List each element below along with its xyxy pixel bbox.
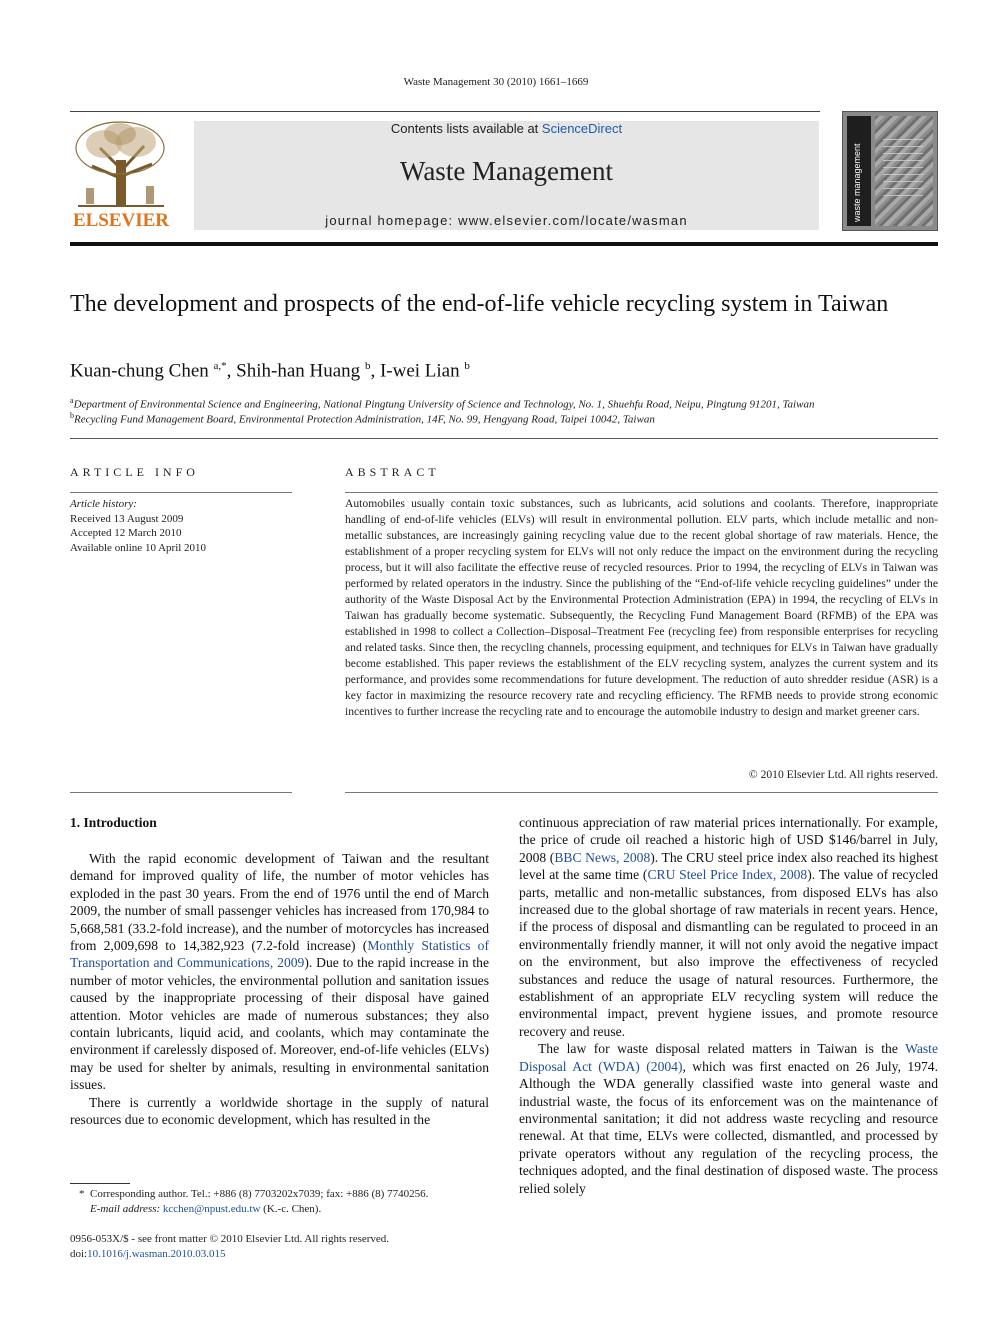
affil-text: Recycling Fund Management Board, Environmental Protection Administration, 14F, No. 99, Hengyang Road, Taipei 10042, Taiwan: [74, 413, 655, 426]
paragraph-text: With the rapid economic development of Taiwan and the resultant demand for improved quality of life, the number of motor vehicles has exploded in the past 30 years. From the end of 1976 until the end of March 2009, the number of small passenger vehicles has increased from 170,984 to 5,668,581 (33.2-fold increase), and the number of motorcycles has increased from 2,009,698 to 14,382,923 (7.2-fold increase) (: [70, 851, 489, 954]
abstract-text: Automobiles usually contain toxic substances, such as lubricants, acid solutions and coolants. Therefore, inappropriate handling of end-of-life vehicles (ELVs) will result in environmental pollution. ELV parts, which include metallic and non-metallic substances, are increasingly gaining recycling value due to the recent global shortage of raw materials. Hence, the establishment of a proper recycling system for ELVs will not only reduce the impact on the environment during the recycling process, but it will also facilitate the effective reuse of recycled resources. Prior to 1994, the recycling of ELVs in Taiwan was performed by related operators in the industry. Since the publishing of the “End-of-life vehicle recycling guidelines” under the authority of the Waste Disposal Act by the Environmental Protection Administration (EPA) in 1994, the recycling of ELVs in Taiwan has gradually become systematic. Subsequently, the Recycling Fund Management Board (RFMB) of the EPA was established in 1998 to collect a Collection–Disposal–Treatment Fee (recycling fee) from responsible enterprises for recycling and related tasks. Since then, the recycling channels, processing equipment, and techniques for ELVs in Taiwan have gradually become established. This paper reviews the establishment of the ELV recycling system, analyzes the current system and its performance, and provides some recommendations for future development. The reduction of auto shredder residue (ASR) is a key factor in maximizing the resource recovery rate and recycling efficiency. The RFMB needs to provide strong economic incentives to further increase the recycling rate and to encourage the automobile industry to design and market greener cars.: [345, 497, 938, 718]
cover-label: waste management: [852, 143, 862, 222]
section-heading-introduction: 1. Introduction: [70, 815, 157, 830]
reference-link[interactable]: Monthly Statistics of Transportation and Communications, 2009: [70, 938, 489, 971]
journal-homepage[interactable]: journal homepage: www.elsevier.com/locate/wasman: [325, 213, 688, 228]
journal-title: Waste Management: [400, 156, 613, 186]
paragraph: [70, 850, 489, 1094]
affil-marker: a: [70, 396, 74, 405]
article-info-heading: ARTICLE INFO: [70, 465, 199, 479]
header-thick-rule: [70, 242, 938, 246]
elsevier-wordmark: ELSEVIER: [72, 210, 170, 231]
history-accepted: Accepted 12 March 2010: [70, 527, 182, 539]
author-affil-marker[interactable]: a,*: [213, 360, 227, 372]
issn-line: 0956-053X/$ - see front matter © 2010 Elsevier Ltd. All rights reserved.: [70, 1233, 390, 1245]
body-column-left: [70, 850, 489, 1129]
paragraph-text: There is currently a worldwide shortage in the supply of natural resources due to economic development, which has resulted in the: [70, 1094, 489, 1128]
header-rule: [70, 111, 820, 112]
affil-marker: b: [70, 411, 74, 420]
paragraph-text: ). The CRU steel price index also reached its highest level at the same time (: [519, 849, 938, 883]
doi-link[interactable]: 10.1016/j.wasman.2010.03.015: [87, 1247, 226, 1260]
footnote-corresponding: [70, 1187, 489, 1202]
email-suffix: (K.-c. Chen).: [260, 1202, 322, 1215]
doi-label: doi:: [70, 1247, 88, 1260]
sciencedirect-link[interactable]: ScienceDirect: [541, 121, 623, 136]
title-rule: [70, 438, 938, 439]
reference-link[interactable]: CRU Steel Price Index, 2008: [647, 867, 808, 883]
elsevier-logo[interactable]: [70, 118, 172, 232]
contents-line: [194, 121, 819, 136]
author-list: Kuan-chung Chen $^{a,*}$, Shih-han Huang $^b$, I-wei Lian $^b$: [70, 360, 470, 382]
paragraph: [519, 1040, 938, 1197]
email-link[interactable]: kcchen@npust.edu.tw: [162, 1202, 261, 1215]
affiliation-b: [70, 411, 655, 426]
paragraph: [70, 1094, 489, 1129]
doi-line: [70, 1247, 489, 1262]
journal-banner: [194, 121, 819, 230]
author-name[interactable]: Kuan-chung Chen: [70, 360, 209, 382]
reference-link[interactable]: BBC News, 2008: [554, 849, 651, 865]
article-history: [70, 497, 292, 555]
author-affil-marker[interactable]: b: [464, 360, 470, 372]
journal-citation: Waste Management 30 (2010) 1661–1669: [403, 76, 589, 88]
contents-prefix: Contents lists available at: [390, 121, 542, 136]
affiliation-a: [70, 396, 814, 411]
author-affil-marker[interactable]: b: [364, 360, 371, 372]
issn-block: [70, 1232, 489, 1261]
author-name[interactable]: Shih-han Huang: [236, 360, 361, 382]
history-received: Received 13 August 2009: [70, 512, 184, 525]
article-info-end-rule: [70, 792, 292, 793]
cover-contents-list: [883, 136, 923, 196]
footnote-text: Corresponding author. Tel.: +886 (8) 7703202x7039; fax: +886 (8) 7740256.: [90, 1188, 429, 1200]
article-title: The development and prospects of the end-of-life vehicle recycling system in Taiwan: [70, 291, 889, 317]
abstract-copyright: © 2010 Elsevier Ltd. All rights reserved.: [748, 768, 938, 781]
history-online: Available online 10 April 2010: [70, 541, 207, 554]
footnote-email: [70, 1202, 489, 1217]
abstract-end-rule: [345, 792, 938, 793]
paragraph: [519, 814, 938, 1040]
paragraph-text: , which was first enacted on 26 July, 1974. Although the WDA generally classified waste into general waste and industrial waste, the focus of its enforcement was on the maintenance of environmental sanitation; it did not address waste recycling and resource renewal. At that time, ELVs were collected, dismantled, and processed by private operators without any regulation of the recycling process, the techniques adopted, and the final destination of disposed waste. The process relied solely: [519, 1058, 938, 1196]
paragraph-text: ). The value of recycled parts, metallic and non-metallic substances, from disposed ELVs has also increased due to the global shortage of raw materials in recent years. Hence, if the process of disposal and dismantling can be regulated to proceed in an environmentally friendly manner, it will not only avoid the negative impact on the environment, but also improve the effectiveness of recycled substances and reduce the usage of natural resources. Furthermore, the establishment of an appropriate ELV recycling system will reduce the environmental impact, prevent hygiene issues, and promote resource recovery and reuse.: [519, 867, 939, 1039]
affil-text: Department of Environmental Science and Engineering, National Pingtung University of Science and Technology, No. 1, Shuehfu Road, Neipu, Pingtung 91201, Taiwan: [73, 398, 815, 411]
footnote-rule: [70, 1183, 130, 1184]
paragraph-text: continuous appreciation of raw material prices internationally. For example, the price of crude oil reached a historic high of USD $146/barrel in July, 2008 (: [519, 815, 938, 865]
paragraph-text: The law for waste disposal related matters in Taiwan is the: [538, 1041, 906, 1057]
body-column-right: [519, 814, 938, 1197]
reference-link[interactable]: Waste Disposal Act (WDA) (2004): [519, 1041, 938, 1074]
abstract-rule: [345, 492, 938, 493]
tree-icon: [70, 118, 172, 210]
history-label: Article history:: [70, 498, 137, 510]
author-name[interactable]: I-wei Lian: [379, 360, 460, 382]
paragraph-text: ). Due to the rapid increase in the number of motor vehicles, the environmental pollution and sanitation issues caused by the inappropriate processing of their disposal have gained attention. Motor vehicles are made of numerous substances; they also contain lubricants, liquid acid, and coolants, which may contaminate the environment if carelessly disposed of. Moreover, end-of-life vehicles (ELVs) may be used for shelter by animals, resulting in environmental sanitation issues.: [70, 955, 489, 1093]
abstract-heading: ABSTRACT: [345, 465, 440, 479]
journal-cover-thumbnail[interactable]: [842, 111, 938, 231]
article-info-rule: [70, 492, 292, 493]
footnote-marker: *: [79, 1188, 85, 1200]
email-label: E-mail address:: [90, 1202, 161, 1215]
corresponding-author-footnote: [70, 1187, 489, 1216]
